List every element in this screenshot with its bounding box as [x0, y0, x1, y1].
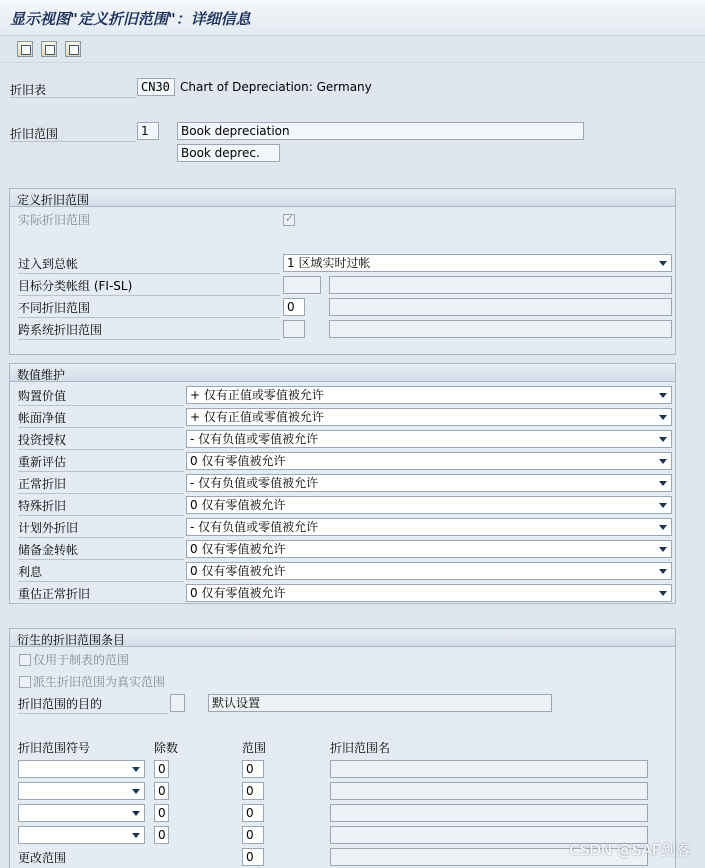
chart-of-depreciation-desc: Chart of Depreciation: Germany: [180, 80, 372, 94]
value-row-select[interactable]: + 仅有正值或零值被允许: [186, 386, 672, 404]
derived-area-field[interactable]: 0: [242, 826, 264, 844]
value-maintenance-group: [9, 363, 676, 604]
real-area-checkbox[interactable]: [283, 214, 295, 226]
derived-sign-select[interactable]: [18, 782, 145, 800]
derived-area-field[interactable]: 0: [242, 782, 264, 800]
value-row-label: 特殊折旧: [18, 496, 184, 516]
derived-sign-select[interactable]: [18, 760, 145, 778]
title-bar: [0, 0, 705, 36]
derived-real-label: 派生折旧范围为真实范围: [33, 675, 166, 689]
post-gl-select[interactable]: 1 区域实时过帐: [283, 254, 672, 272]
different-area-label: 不同折旧范围: [18, 298, 280, 318]
derived-area-name: [330, 804, 648, 822]
derived-divisor-field[interactable]: 0: [154, 804, 169, 822]
value-row-label: 重新评估: [18, 452, 184, 472]
value-row-select[interactable]: 0 仅有零值被允许: [186, 540, 672, 558]
col-header-sign: 折旧范围符号: [18, 741, 91, 755]
value-row-label: 利息: [18, 562, 184, 582]
watermark: CSDN @SAP剑客: [569, 841, 691, 859]
col-header-divisor: 除数: [154, 741, 179, 755]
next-entry-icon[interactable]: [41, 41, 57, 57]
define-area-group: [9, 188, 676, 355]
value-row-select[interactable]: 0 仅有零值被允许: [186, 562, 672, 580]
target-ledger-group-label: 目标分类帐组 (FI-SL): [18, 276, 280, 296]
only-report-checkbox[interactable]: [19, 654, 31, 666]
real-area-label: 实际折旧范围: [18, 213, 91, 227]
purpose-label: 折旧范围的目的: [18, 694, 168, 714]
define-area-heading: 定义折旧范围: [10, 189, 675, 207]
cross-system-area-label: 跨系统折旧范围: [18, 320, 280, 340]
value-row-label: 正常折旧: [18, 474, 184, 494]
col-header-area: 范围: [242, 741, 267, 755]
value-row-select[interactable]: + 仅有正值或零值被允许: [186, 408, 672, 426]
post-gl-label: 过入到总帐: [18, 254, 280, 274]
value-row-label: 投资授权: [18, 430, 184, 450]
value-maintenance-heading: 数值维护: [10, 364, 675, 382]
derived-sign-select[interactable]: [18, 804, 145, 822]
value-row-select[interactable]: 0 仅有零值被允许: [186, 584, 672, 602]
derived-divisor-field[interactable]: 0: [154, 826, 169, 844]
cross-system-area-field[interactable]: [283, 320, 305, 338]
target-ledger-group-desc: [329, 276, 672, 294]
value-row-label: 重估正常折旧: [18, 584, 184, 604]
derived-divisor-field[interactable]: 0: [154, 760, 169, 778]
different-area-field[interactable]: 0: [283, 298, 305, 316]
target-ledger-group-field[interactable]: [283, 276, 321, 294]
page-title: 显示视图"定义折旧范围"：详细信息: [10, 10, 251, 28]
derived-area-field[interactable]: 0: [242, 760, 264, 778]
derived-real-checkbox[interactable]: [19, 676, 31, 688]
purpose-desc: 默认设置: [208, 694, 552, 712]
change-area-label: 更改范围: [18, 851, 67, 865]
chart-of-depreciation-field[interactable]: CN30: [137, 78, 175, 96]
derived-area-name: [330, 760, 648, 778]
value-row-label: 计划外折旧: [18, 518, 184, 538]
derived-area-group: [9, 628, 676, 868]
other-entry-icon[interactable]: [65, 41, 81, 57]
purpose-field[interactable]: [170, 694, 185, 712]
value-row-label: 储备金转帐: [18, 540, 184, 560]
derived-divisor-field[interactable]: 0: [154, 782, 169, 800]
derived-area-field[interactable]: 0: [242, 804, 264, 822]
value-row-select[interactable]: - 仅有负值或零值被允许: [186, 430, 672, 448]
prev-entry-icon[interactable]: [17, 41, 33, 57]
col-header-name: 折旧范围名: [330, 741, 391, 755]
change-area-field[interactable]: 0: [242, 848, 264, 866]
depreciation-area-label: 折旧范围: [10, 124, 136, 142]
depreciation-area-name-field[interactable]: Book depreciation: [177, 122, 584, 140]
value-row-select[interactable]: - 仅有负值或零值被允许: [186, 474, 672, 492]
cross-system-area-desc: [329, 320, 672, 338]
only-report-label: 仅用于制表的范围: [33, 653, 130, 667]
derived-area-heading: 衍生的折旧范围条目: [10, 629, 675, 647]
depreciation-area-field[interactable]: 1: [137, 122, 159, 140]
derived-area-name: [330, 782, 648, 800]
value-row-label: 购置价值: [18, 386, 184, 406]
toolbar: [0, 37, 705, 63]
value-row-label: 帐面净值: [18, 408, 184, 428]
chart-of-depreciation-label: 折旧表: [10, 80, 136, 98]
value-row-select[interactable]: - 仅有负值或零值被允许: [186, 518, 672, 536]
value-row-select[interactable]: 0 仅有零值被允许: [186, 496, 672, 514]
value-row-select[interactable]: 0 仅有零值被允许: [186, 452, 672, 470]
different-area-desc: [329, 298, 672, 316]
derived-sign-select[interactable]: [18, 826, 145, 844]
depreciation-area-short-field[interactable]: Book deprec.: [177, 144, 280, 162]
